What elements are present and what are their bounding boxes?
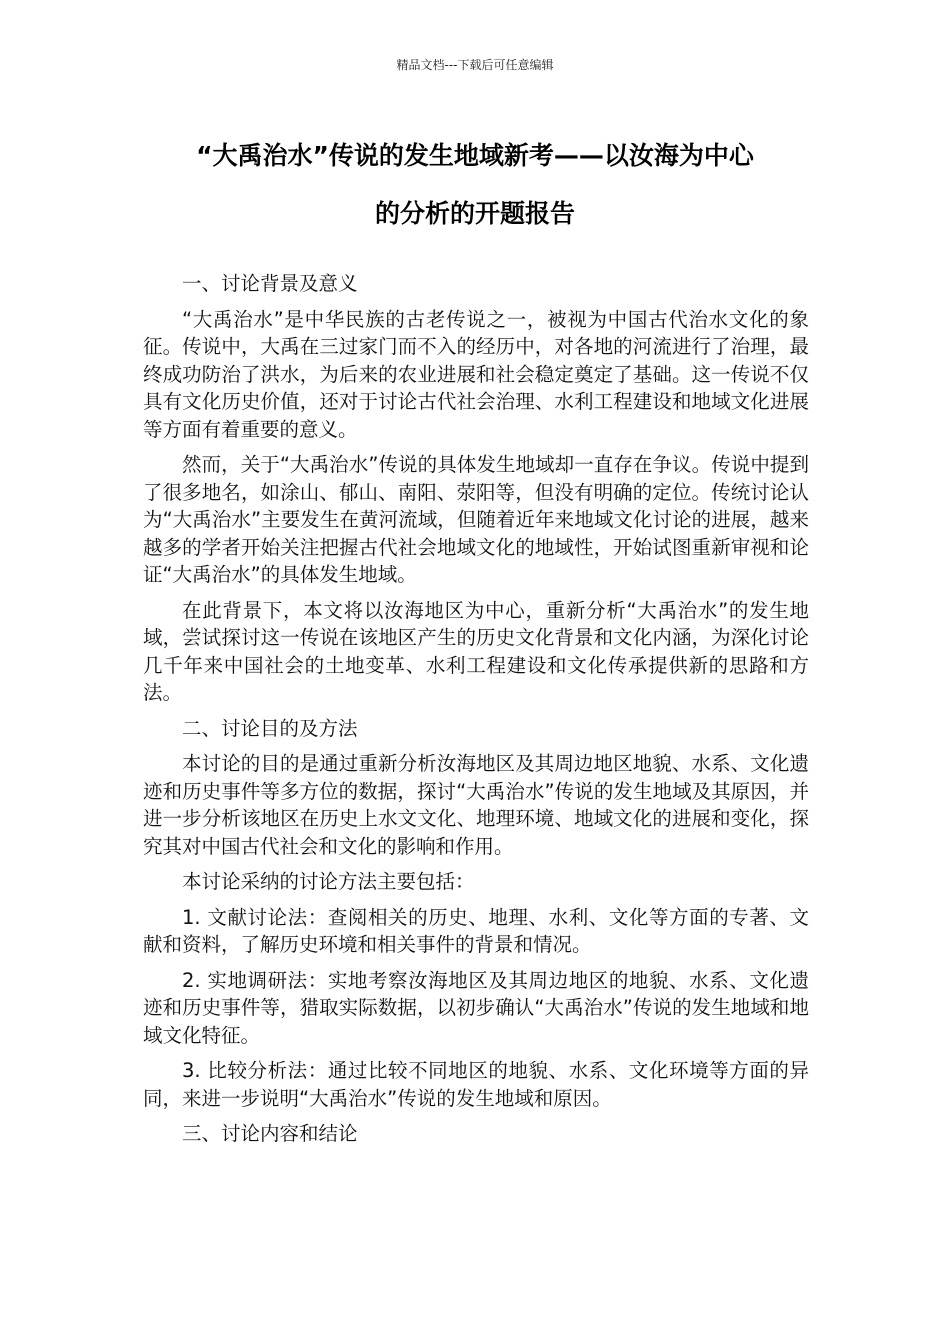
section-heading-purpose-method: 二、讨论目的及方法 <box>182 716 358 740</box>
paragraph: 在此背景下，本文将以汝海地区为中心，重新分析“大禹治水”的发生地域，尝试探讨这一传说在该地区产生的历史文化背景和文化内涵，为深化讨论几千年来中国社会的土地变革、水利工程建设和文化传承提供新的思路和方法。 <box>143 598 809 704</box>
document-title-line-2: 的分析的开题报告 <box>374 199 575 228</box>
document-body <box>143 270 809 1148</box>
document-title-line-1: “大禹治水”传说的发生地域新考——以汝海为中心 <box>196 141 754 170</box>
method-item-1: 1. 文献讨论法：查阅相关的历史、地理、水利、文化等方面的专著、文献和资料，了解历史环境和相关事件的背景和情况。 <box>143 905 809 956</box>
paragraph: 本讨论的目的是通过重新分析汝海地区及其周边地区地貌、水系、文化遗迹和历史事件等多方位的数据，探讨“大禹治水”传说的发生地域及其原因，并进一步分析该地区在历史上水文文化、地理环境、地域文化的进展和变化，探究其对中国古代社会和文化的影响和作用。 <box>143 752 809 858</box>
section-heading-background: 一、讨论背景及意义 <box>182 272 358 295</box>
header-note: 精品文档---下载后可任意编辑 <box>396 58 554 72</box>
paragraph: “大禹治水”是中华民族的古老传说之一，被视为中国古代治水文化的象征。传说中，大禹在三过家门而不入的经历中，对各地的河流进行了治理，最终成功防治了洪水，为后来的农业进展和社会稳定奠定了基础。这一传说不仅具有文化历史价值，还对于讨论古代社会治理、水利工程建设和地域文化进展等方面有着重要的意义。 <box>143 307 809 441</box>
paragraph: 然而，关于“大禹治水”传说的具体发生地域却一直存在争议。传说中提到了很多地名，如涂山、郁山、南阳、荥阳等，但没有明确的定位。传统讨论认为“大禹治水”主要发生在黄河流域，但随着近年来地域文化讨论的进展，越来越多的学者开始关注把握古代社会地域文化的地域性，开始试图重新审视和论证“大禹治水”的具体发生地域。 <box>143 453 809 586</box>
paragraph: 本讨论采纳的讨论方法主要包括： <box>182 870 475 893</box>
method-item-2: 2. 实地调研法：实地考察汝海地区及其周边地区的地貌、水系、文化遗迹和历史事件等，猎取实际数据，以初步确认“大禹治水”传说的发生地域和地域文化特征。 <box>143 968 809 1047</box>
section-heading-content-conclusion: 三、讨论内容和结论 <box>182 1122 358 1145</box>
method-item-3: 3. 比较分析法：通过比较不同地区的地貌、水系、文化环境等方面的异同，来进一步说明“大禹治水”传说的发生地域和原因。 <box>143 1059 809 1110</box>
